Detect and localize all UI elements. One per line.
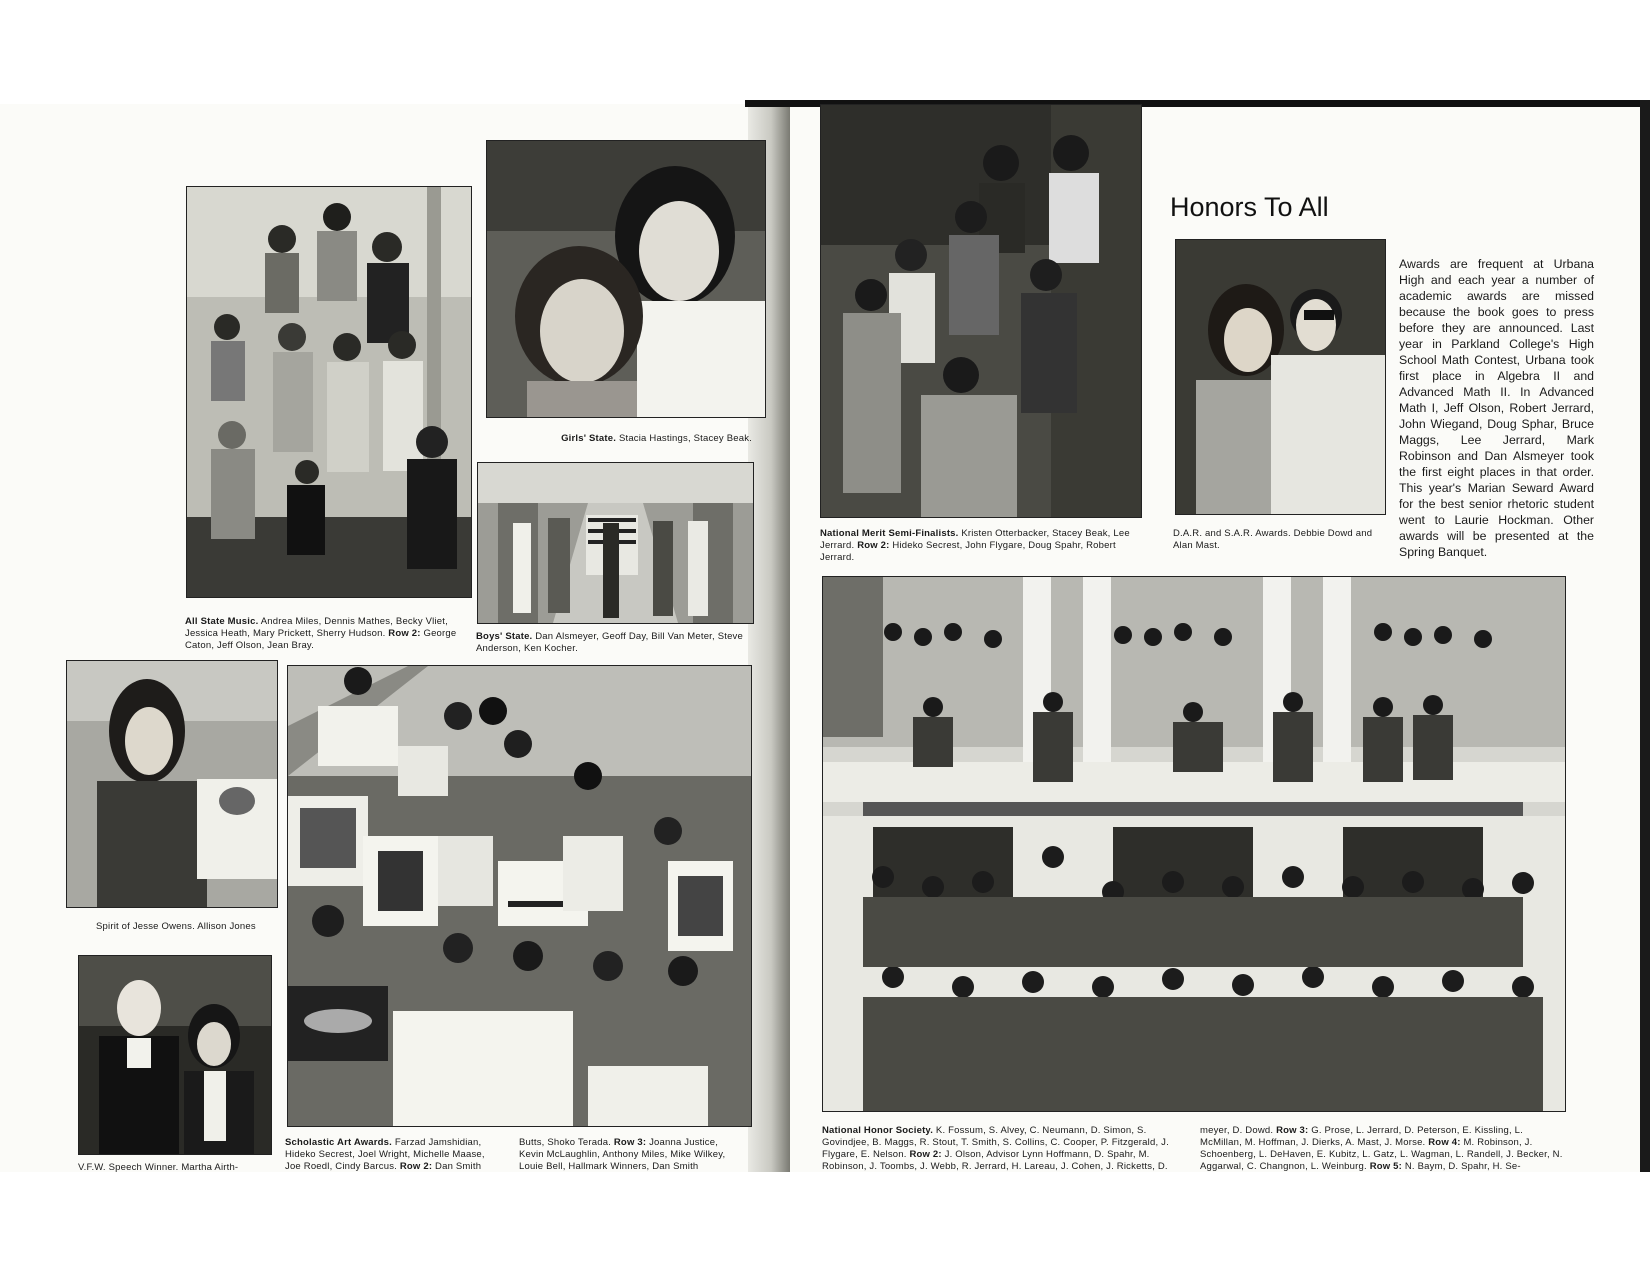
photo-girls-state [486,140,766,418]
photo-all-state-music [186,186,472,598]
caption-row-label: Row 4: [1428,1137,1461,1148]
photo-dar-sar [1175,239,1386,515]
page-right-edge [1640,100,1650,1172]
caption-text: Kristen Otterbacker, Stacey Beak, Lee Jerrard. [820,528,1130,551]
caption-head: National Honor Society. [822,1125,934,1136]
photo-national-merit [820,104,1142,518]
article-body: Awards are frequent at Urbana High and each year a number of academic awards are missed because the book goes to press before they are announced. Last year in Parkland College's High School Math Contest, Urbana took first place in Algebra II and Advanced Math II. In Advanced Math I, Jeff Olson, Robert Jerrard, John Wiegand, Doug Sphar, Bruce Maggs, Lee Jerrard, Mark Robinson and Dan Alsmeyer took the first eight places in that order. This year's Marian Seward Award for the best senior rhetoric student went to Laurie Hockman. Other awards will be presented at the Spring Banquet. [1399,257,1594,559]
caption-row-label: Row 2: [388,628,421,639]
caption-text: Butts, Shoko Terada. [519,1137,612,1148]
caption-all-state-music [185,616,461,654]
caption-head: Boys' State. [476,631,533,642]
caption-text: Andrea Miles, Dennis Mathes, Becky Vliet, Jessica Heath, Mary Prickett, Sherry Hudson. [185,616,448,639]
caption-nhs-col1 [822,1125,1184,1175]
caption-row-label: Row 2: [399,1161,433,1172]
caption-row-label: Row 2: [909,1149,942,1160]
caption-vfw-speech [78,1162,273,1175]
caption-text: Hideko Secrest, John Flygare, Doug Spahr, Robert Jerrard. [820,540,1116,563]
caption-head: National Merit Semi-Finalists. [820,528,959,539]
photo-spirit-jesse-owens [66,660,278,908]
caption-row-label: Row 3: [613,1137,647,1148]
caption-girls-state [540,433,752,445]
caption-art-col2 [519,1137,737,1175]
caption-art-col1 [285,1137,503,1175]
caption-row-label: Row 5: [1369,1161,1403,1172]
caption-head: Girls' State. [561,433,617,444]
caption-dar-sar [1173,528,1387,552]
caption-jesse-owens [96,921,276,933]
caption-head: All State Music. [185,616,259,627]
caption-text: Stacia Hastings, Stacey Beak. [618,433,752,444]
photo-national-honor-society [822,576,1566,1112]
caption-text: V.F.W. Speech Winner. Martha Airth- [78,1162,239,1173]
photo-vfw-speech [78,955,272,1155]
caption-text: Dan Alsmeyer, Geoff Day, Bill Van Meter, Steve Anderson, Ken Kocher. [476,631,743,654]
photo-scholastic-art [287,665,752,1127]
caption-text: meyer, D. Dowd. [1200,1125,1274,1136]
caption-text: Farzad Jamshidian, Hideko Secrest, Joel Wright, Michelle Maase, Joe Roedl, Cindy Barcus. [285,1137,485,1172]
caption-text: M. Robinson, J. Schoenberg, L. DeHaven, E. Kubitz, L. Gatz, L. Wagman, L. Randell, J. Becker, N. Aggarwal, C. Changnon, L. Weinburg. [1200,1137,1563,1172]
caption-text: Joanna Justice, Kevin McLaughlin, Anthony Miles, Mike Wilkey, Louie Bell, Hallmark Winners, Dan Smith [519,1137,726,1172]
caption-text: G. Prose, L. Jerrard, D. Peterson, E. Kissling, L. McMillan, M. Hoffman, J. Dierks, A. Mast, J. Morse. [1200,1125,1523,1148]
caption-text: N. Baym, D. Spahr, H. Se- [1404,1161,1521,1172]
caption-text: Dan Smith [435,1161,482,1172]
caption-text: K. Fossum, S. Alvey, C. Neumann, D. Simon, S. Govindjee, B. Maggs, R. Stout, T. Smith, S. Collins, C. Cooper, P. Fitzgerald, J. Flygare, E. Nelson. [822,1125,1169,1160]
caption-text: Spirit of Jesse Owens. Allison Jones [96,921,256,932]
caption-row-label: Row 3: [1276,1125,1309,1136]
caption-national-merit [820,528,1142,564]
caption-boys-state [476,631,750,655]
caption-row-label: Row 2: [857,540,890,551]
caption-text: George Caton, Jeff Olson, Jean Bray. [185,628,457,651]
caption-nhs-col2 [1200,1125,1564,1175]
caption-text: J. Olson, Advisor Lynn Hoffmann, D. Spahr, M. Robinson, J. Toombs, J. Webb, R. Jerrard, H. Lareau, J. Cohen, J. Ricketts, D. [822,1149,1168,1172]
caption-text: D.A.R. and S.A.R. Awards. Debbie Dowd and Alan Mast. [1173,528,1373,551]
caption-head: Scholastic Art Awards. [285,1137,392,1148]
photo-boys-state [477,462,754,624]
page-title: Honors To All [1170,192,1329,222]
